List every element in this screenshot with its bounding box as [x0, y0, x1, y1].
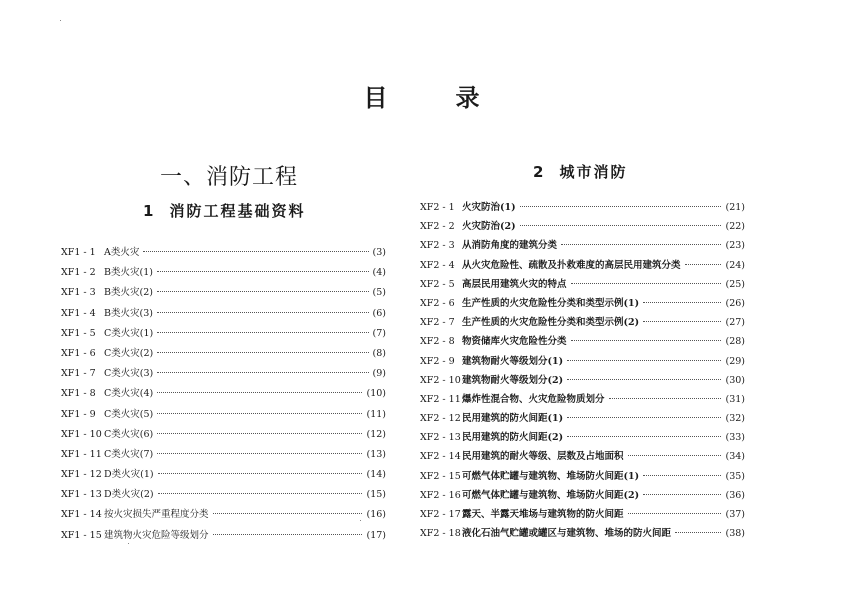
toc-leader-dots	[157, 392, 362, 393]
toc-entry-page: (12)	[366, 428, 386, 440]
toc-entry-page: (29)	[725, 355, 745, 367]
toc-entry-title: 民用建筑的防火间距(2)	[462, 432, 564, 444]
toc-entry[interactable]	[420, 429, 745, 448]
toc-entry-code: XF1 - 10	[61, 428, 102, 440]
toc-leader-dots	[685, 264, 722, 265]
toc-entry-title: 露天、半露天堆场与建筑物的防火间距	[462, 509, 624, 520]
left-toc-list	[61, 244, 386, 547]
toc-entry-title: 民用建筑的耐火等级、层数及占地面积	[462, 451, 624, 463]
toc-entry-title: A类火灾	[104, 247, 140, 258]
toc-entry-page: (31)	[725, 393, 745, 405]
toc-entry-code: XF2 - 10	[420, 374, 461, 386]
toc-entry[interactable]	[61, 527, 386, 547]
scan-speck	[60, 20, 61, 21]
toc-entry-code: XF1 - 7	[61, 368, 96, 380]
toc-entry-title: D类火灾(1)	[104, 469, 154, 481]
toc-entry-code: XF1 - 6	[61, 347, 96, 359]
toc-leader-dots	[643, 302, 721, 303]
toc-entry-title: B类火灾(3)	[104, 307, 153, 319]
toc-entry-page: (35)	[725, 470, 745, 482]
toc-entry[interactable]	[420, 410, 745, 429]
toc-entry-title: B类火灾(1)	[104, 267, 153, 279]
toc-entry-page: (32)	[725, 413, 745, 425]
toc-entry[interactable]	[61, 345, 386, 365]
toc-entry[interactable]	[61, 486, 386, 506]
toc-entry-title: 建筑物耐火等级划分(1)	[462, 355, 564, 367]
toc-entry-page: (38)	[725, 528, 745, 540]
toc-leader-dots	[643, 494, 721, 495]
toc-entry-title: 爆炸性混合物、火灾危险物质划分	[462, 393, 605, 405]
toc-entry-page: (6)	[372, 307, 386, 319]
toc-entry[interactable]	[420, 468, 745, 487]
toc-leader-dots	[157, 453, 362, 454]
toc-leader-dots	[157, 352, 368, 353]
page-title: 目 录	[363, 84, 502, 112]
toc-entry-page: (5)	[372, 287, 386, 299]
toc-leader-dots	[157, 312, 369, 313]
toc-leader-dots	[157, 291, 369, 292]
toc-entry-title: 建筑物火灾危险等级划分	[104, 529, 209, 541]
toc-entry-code: XF2 - 5	[420, 278, 455, 290]
toc-entry-code: XF1 - 5	[61, 327, 96, 339]
toc-entry-page: (23)	[725, 240, 745, 252]
toc-entry-code: XF1 - 8	[61, 388, 96, 400]
toc-entry-page: (28)	[725, 336, 745, 348]
toc-entry-page: (26)	[725, 297, 745, 309]
toc-entry-code: XF2 - 9	[420, 355, 455, 367]
toc-leader-dots	[571, 340, 722, 341]
toc-leader-dots	[157, 433, 362, 434]
toc-entry-title: C类火灾(5)	[104, 408, 154, 420]
toc-entry[interactable]	[420, 333, 745, 352]
toc-entry[interactable]	[61, 365, 386, 385]
toc-entry-title: 火灾防治(2)	[462, 221, 516, 233]
toc-entry[interactable]	[61, 305, 386, 325]
toc-entry[interactable]	[61, 284, 386, 304]
toc-entry-code: XF1 - 12	[61, 469, 102, 481]
toc-entry-page: (8)	[372, 347, 386, 359]
toc-entry-title: D类火灾(2)	[104, 489, 154, 501]
toc-entry[interactable]	[61, 244, 386, 264]
toc-leader-dots	[520, 225, 722, 226]
toc-leader-dots	[561, 244, 721, 245]
toc-entry[interactable]	[420, 237, 745, 256]
toc-entry[interactable]	[61, 385, 386, 405]
toc-entry-code: XF2 - 12	[420, 413, 461, 425]
left-section-title	[143, 200, 305, 221]
toc-entry-page: (9)	[372, 368, 386, 380]
toc-entry[interactable]	[61, 426, 386, 446]
toc-entry-page: (24)	[725, 259, 745, 271]
toc-entry[interactable]	[420, 199, 745, 218]
toc-leader-dots	[143, 251, 368, 252]
toc-entry[interactable]	[420, 391, 745, 410]
toc-entry-page: (25)	[725, 278, 745, 290]
toc-leader-dots	[213, 534, 363, 535]
toc-entry-page: (4)	[372, 267, 386, 279]
toc-entry-title: C类火灾(6)	[104, 428, 154, 440]
toc-entry-title: C类火灾(4)	[104, 388, 154, 400]
toc-entry[interactable]	[61, 466, 386, 486]
toc-leader-dots	[567, 360, 721, 361]
toc-entry-code: XF1 - 11	[61, 448, 102, 460]
toc-entry-code: XF2 - 8	[420, 336, 455, 348]
toc-entry[interactable]	[420, 257, 745, 276]
toc-entry-code: XF1 - 1	[61, 247, 96, 258]
toc-entry[interactable]	[420, 295, 745, 314]
toc-entry-title: 生产性质的火灾危险性分类和类型示例(1)	[462, 297, 640, 309]
toc-entry[interactable]	[61, 325, 386, 345]
scan-speck	[360, 520, 361, 521]
left-section-label: 消防工程基础资料	[169, 202, 306, 220]
toc-entry-title: 高层民用建筑火灾的特点	[462, 278, 567, 290]
toc-entry-code: XF2 - 17	[420, 509, 461, 520]
toc-leader-dots	[213, 513, 363, 514]
toc-entry-code: XF2 - 16	[420, 489, 461, 501]
toc-entry-title: 可燃气体贮罐与建筑物、堆场防火间距(2)	[462, 489, 640, 501]
right-section-title	[533, 161, 627, 182]
toc-entry-page: (36)	[725, 489, 745, 501]
toc-entry-code: XF1 - 9	[61, 408, 96, 420]
toc-entry-code: XF2 - 7	[420, 317, 455, 329]
toc-entry-code: XF2 - 1	[420, 202, 455, 213]
toc-entry[interactable]	[61, 406, 386, 426]
toc-entry-page: (34)	[725, 451, 745, 463]
toc-leader-dots	[158, 473, 363, 474]
toc-entry-title: 民用建筑的防火间距(1)	[462, 413, 564, 425]
toc-entry-code: XF1 - 3	[61, 287, 96, 299]
toc-entry-title: C类火灾(3)	[104, 368, 154, 380]
right-section-number: 2	[533, 163, 546, 181]
toc-entry-page: (30)	[725, 374, 745, 386]
toc-entry-title: 建筑物耐火等级划分(2)	[462, 374, 564, 386]
toc-entry-page: (13)	[366, 448, 386, 460]
toc-leader-dots	[675, 532, 721, 533]
toc-entry-code: XF2 - 6	[420, 297, 455, 309]
toc-entry-code: XF2 - 18	[420, 528, 461, 540]
toc-entry-code: XF1 - 14	[61, 509, 102, 521]
toc-leader-dots	[158, 493, 363, 494]
toc-entry-title: 从火灾危险性、疏散及扑救难度的高层民用建筑分类	[462, 259, 681, 271]
toc-entry[interactable]	[420, 448, 745, 467]
toc-entry-page: (22)	[725, 221, 745, 233]
toc-leader-dots	[571, 283, 722, 284]
right-toc-list	[420, 199, 745, 544]
toc-entry-title: C类火灾(1)	[104, 327, 154, 339]
right-section-label: 城市消防	[559, 163, 628, 181]
left-section-number: 1	[143, 202, 156, 220]
toc-entry[interactable]	[61, 446, 386, 466]
toc-entry-code: XF2 - 2	[420, 221, 455, 233]
toc-leader-dots	[609, 398, 722, 399]
toc-entry-title: C类火灾(2)	[104, 347, 154, 359]
toc-entry-page: (21)	[725, 202, 745, 213]
toc-entry[interactable]	[420, 314, 745, 333]
toc-entry-page: (33)	[725, 432, 745, 444]
toc-entry-page: (37)	[725, 509, 745, 520]
toc-entry-code: XF2 - 15	[420, 470, 461, 482]
toc-leader-dots	[157, 271, 369, 272]
toc-entry-page: (10)	[366, 388, 386, 400]
toc-entry-page: (15)	[366, 489, 386, 501]
toc-entry-code: XF1 - 13	[61, 489, 102, 501]
toc-entry-title: 火灾防治(1)	[462, 202, 516, 213]
toc-entry-title: 物资储库火灾危险性分类	[462, 336, 567, 348]
toc-entry[interactable]	[420, 506, 745, 525]
toc-entry[interactable]	[61, 506, 386, 526]
toc-entry-page: (17)	[366, 529, 386, 541]
toc-entry-page: (14)	[366, 469, 386, 481]
toc-entry[interactable]	[420, 525, 745, 544]
toc-leader-dots	[520, 206, 722, 207]
toc-leader-dots	[157, 413, 362, 414]
toc-entry-page: (7)	[372, 327, 386, 339]
toc-entry-page: (3)	[372, 247, 386, 258]
toc-entry[interactable]	[420, 372, 745, 391]
toc-leader-dots	[567, 436, 721, 437]
scan-speck	[128, 543, 129, 544]
toc-leader-dots	[643, 321, 721, 322]
toc-entry-code: XF1 - 15	[61, 529, 102, 541]
toc-entry-title: 生产性质的火灾危险性分类和类型示例(2)	[462, 317, 640, 329]
toc-entry-page: (16)	[366, 509, 386, 521]
toc-entry[interactable]	[420, 218, 745, 237]
toc-leader-dots	[628, 455, 722, 456]
toc-entry-title: B类火灾(2)	[104, 287, 153, 299]
toc-entry-code: XF1 - 4	[61, 307, 96, 319]
toc-entry-title: C类火灾(7)	[104, 448, 154, 460]
toc-entry-page: (27)	[725, 317, 745, 329]
toc-entry-code: XF2 - 4	[420, 259, 455, 271]
toc-entry[interactable]	[420, 353, 745, 372]
toc-entry-title: 液化石油气贮罐或罐区与建筑物、堆场的防火间距	[462, 528, 672, 540]
toc-entry-code: XF2 - 14	[420, 451, 461, 463]
toc-entry-title: 从消防角度的建筑分类	[462, 240, 558, 252]
toc-entry[interactable]	[420, 276, 745, 295]
toc-entry[interactable]	[61, 264, 386, 284]
toc-entry-code: XF2 - 3	[420, 240, 455, 252]
toc-leader-dots	[567, 379, 721, 380]
toc-entry-page: (11)	[366, 408, 386, 420]
part-title: 一、消防工程	[160, 165, 299, 190]
toc-leader-dots	[628, 513, 722, 514]
toc-entry-title: 可燃气体贮罐与建筑物、堆场防火间距(1)	[462, 470, 640, 482]
toc-entry-code: XF2 - 11	[420, 393, 461, 405]
toc-leader-dots	[567, 417, 721, 418]
toc-leader-dots	[643, 475, 721, 476]
toc-entry[interactable]	[420, 487, 745, 506]
toc-entry-title: 按火灾损失严重程度分类	[104, 509, 209, 521]
toc-entry-code: XF1 - 2	[61, 267, 96, 279]
toc-leader-dots	[157, 332, 368, 333]
toc-leader-dots	[157, 372, 368, 373]
toc-entry-code: XF2 - 13	[420, 432, 461, 444]
